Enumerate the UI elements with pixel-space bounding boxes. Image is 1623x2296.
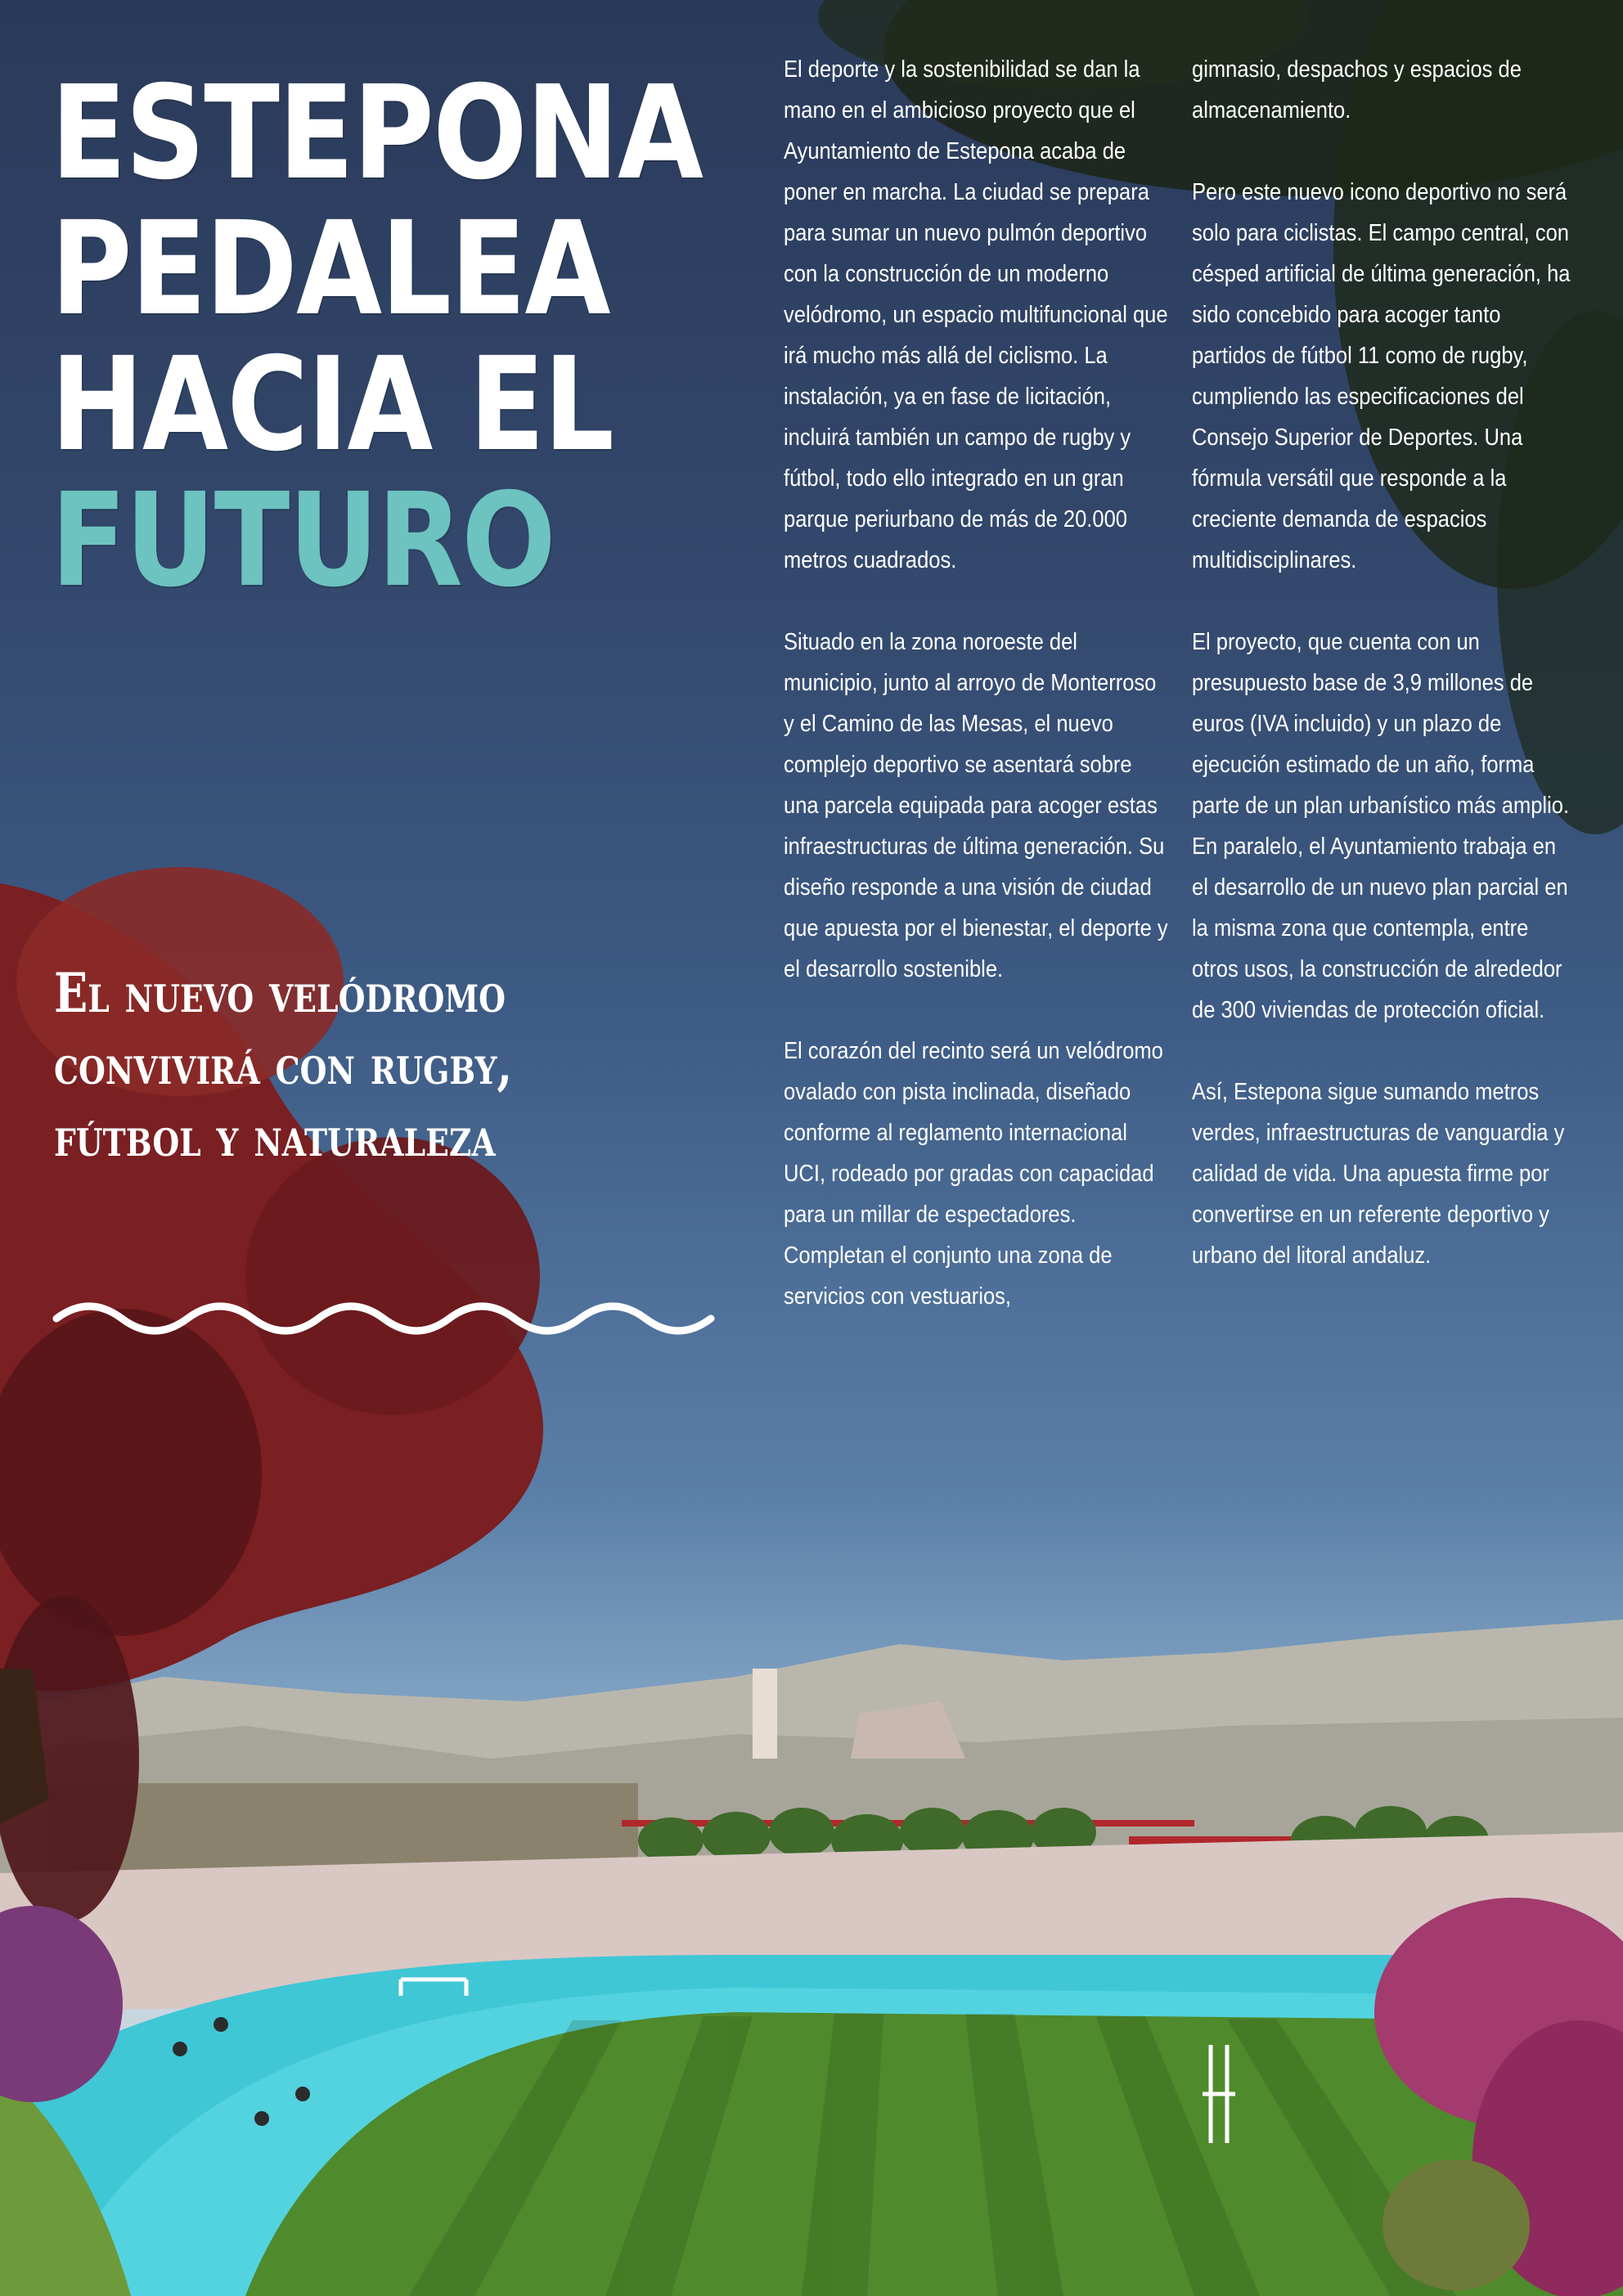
subtitle-line-1: El nuevo velódromo: [54, 961, 506, 1025]
paragraph: Así, Estepona sigue sumando metros verdes, infraestructuras de vanguardia y calidad de vida. Una apuesta firme por convertirse en un referente deportivo y urbano del litoral andaluz.: [1192, 1079, 1565, 1269]
paragraph: Pero este nuevo icono deportivo no será solo para ciclistas. El campo central, con césped artificial de última generación, ha sido concebido para acoger tanto partidos de fútbol 11 como de rugby, cumpliendo las especificaciones del Consejo Superior de Deportes. Una fórmula versátil que responde a la creciente demanda de espacios multidisciplinares.: [1192, 179, 1571, 573]
headline-line-3: HACIA EL: [51, 330, 614, 480]
wave-divider: [52, 1294, 731, 1343]
subtitle-line-3: fútbol y naturaleza: [54, 1105, 496, 1169]
headline-line-4: FUTURO: [51, 465, 555, 616]
article-column-2: [1192, 49, 1576, 1317]
subtitle: [54, 957, 512, 1173]
article-column-1: [784, 49, 1168, 1358]
paragraph: gimnasio, despachos y espacios de almacenamiento.: [1192, 56, 1522, 124]
paragraph: Situado en la zona noroeste del municipio, junto al arroyo de Monterroso y el Camino de las Mesas, el nuevo complejo deportivo se asentará sobre una parcela equipada para acoger estas infraestructuras de última generación. Su diseño responde a una visión de ciudad que apuesta por el bienestar, el deporte y el desarrollo sostenible.: [784, 629, 1168, 982]
tower: [753, 1669, 777, 1759]
paragraph: El proyecto, que cuenta con un presupuesto base de 3,9 millones de euros (IVA incluido) y un plazo de ejecución estimado de un año, forma parte de un plan urbanístico más amplio. En paralelo, el Ayuntamiento trabaja en el desarrollo de un nuevo plan parcial en la misma zona que contempla, entre otros usos, la construcción de alrededor de 300 viviendas de protección oficial.: [1192, 629, 1570, 1023]
paragraph: El deporte y la sostenibilidad se dan la mano en el ambicioso proyecto que el Ayuntamiento de Estepona acaba de poner en marcha. La ciudad se prepara para sumar un nuevo pulmón deportivo con la construcción de un moderno velódromo, un espacio multifuncional que irá mucho más allá del ciclismo. La instalación, ya en fase de licitación, incluirá también un campo de rugby y fútbol, todo ello integrado en un gran parque periurbano de más de 20.000 metros cuadrados.: [784, 56, 1168, 573]
headline-line-2: PEDALEA: [51, 194, 609, 344]
paragraph: El corazón del recinto será un velódromo ovalado con pista inclinada, diseñado conforme al reglamento internacional UCI, rodeado por gradas con capacidad para un millar de espectadores. Completan el conjunto una zona de servicios con vestuarios,: [784, 1038, 1163, 1310]
headline-line-1: ESTEPONA: [51, 58, 703, 209]
subtitle-line-2: convivirá con rugby,: [54, 1033, 513, 1097]
headline: [51, 58, 703, 616]
